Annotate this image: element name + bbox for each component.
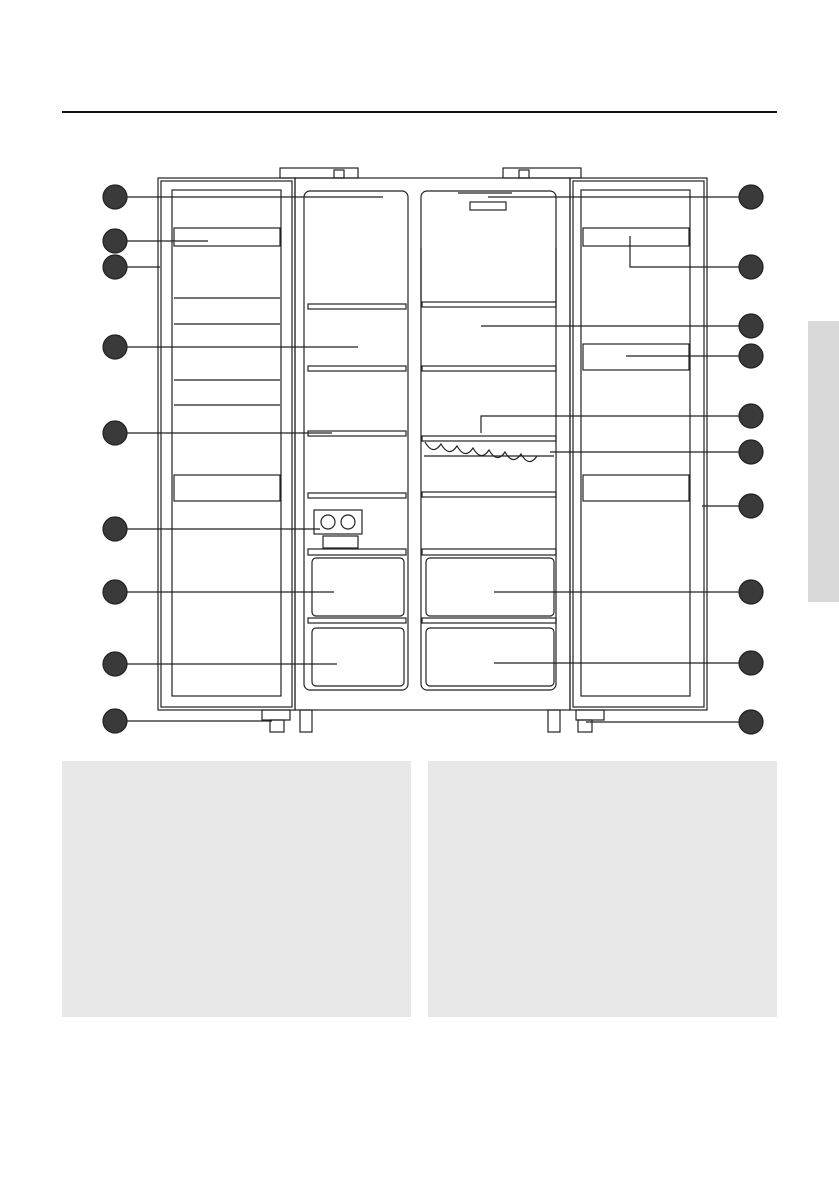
- bottle-rack: [425, 442, 537, 462]
- callout-marker: [103, 335, 127, 359]
- callout-marker: [739, 440, 763, 464]
- callout-marker: [739, 710, 763, 734]
- callout-marker: [103, 652, 127, 676]
- callout-marker: [103, 255, 127, 279]
- left-door: [158, 178, 295, 710]
- callout-marker: [739, 185, 763, 209]
- callout-marker: [103, 580, 127, 604]
- callout-marker: [103, 229, 127, 253]
- right-door: [570, 178, 707, 710]
- callout-marker: [103, 517, 127, 541]
- callout-marker: [103, 185, 127, 209]
- callout-marker: [103, 421, 127, 445]
- freezer-compartment: [304, 191, 408, 690]
- info-panel-right: [428, 761, 777, 1017]
- freezer-drawer-2: [312, 628, 404, 686]
- callout-marker: [103, 709, 127, 733]
- callout-marker: [739, 255, 763, 279]
- fridge-light: [470, 202, 506, 210]
- callout-marker: [739, 651, 763, 675]
- crisper-drawer-1: [426, 558, 554, 616]
- cabinet: [295, 178, 570, 710]
- callout-marker: [739, 344, 763, 368]
- crisper-drawer-2: [426, 628, 554, 686]
- fridge-shelves: [421, 193, 556, 686]
- top-hinge-left: [280, 168, 358, 178]
- freezer-drawer-1: [312, 558, 404, 616]
- callout-marker: [739, 494, 763, 518]
- callout-marker: [739, 580, 763, 604]
- callouts-right: [481, 185, 763, 734]
- callout-marker: [739, 314, 763, 338]
- callout-marker: [739, 404, 763, 428]
- info-panel-left: [62, 761, 411, 1017]
- callouts-left: [103, 185, 383, 733]
- freezer-shelves: [308, 304, 406, 686]
- top-hinge-right: [503, 168, 581, 178]
